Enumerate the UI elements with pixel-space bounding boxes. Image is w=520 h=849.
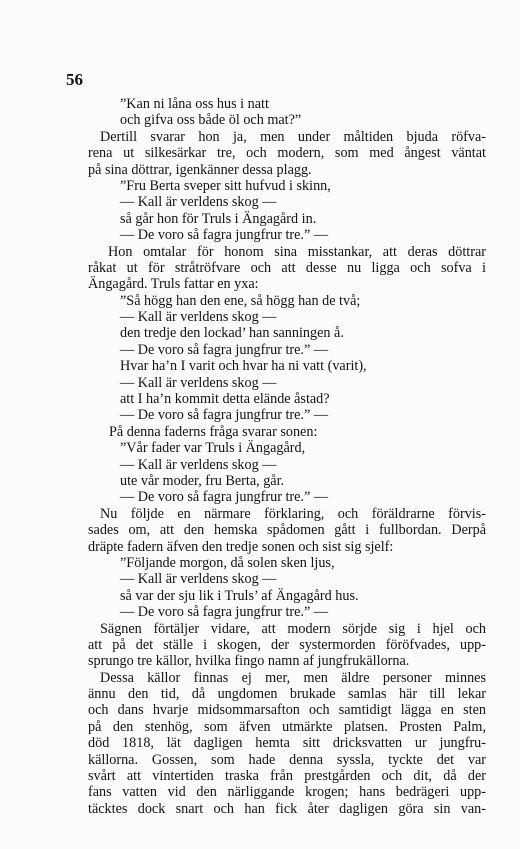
verse-line: ”Fru Berta sveper sitt hufvud i skinn, bbox=[120, 177, 331, 194]
refrain-line: — De voro så fagra jungfrur tre.” — bbox=[120, 604, 329, 621]
prose-line: Dertill svarar hon ja, men under måltiden bjuda röfva- bbox=[100, 128, 486, 145]
prose-line: svårt att vintertiden traska från prestgården och dit, då der bbox=[88, 768, 486, 785]
prose-line: råkat ut för stråtröfvare och att desse nu ligga och sofva i bbox=[88, 259, 486, 276]
prose-line: rena ut silkesärkar tre, och modern, som med ångest väntat bbox=[88, 145, 486, 162]
prose-line: täcktes dock snart och han fick åter dagligen göra sin van- bbox=[88, 800, 486, 817]
verse-line: ute vår moder, fru Berta, går. bbox=[120, 472, 285, 489]
prose-line: död 1818, lät dagligen hemta sitt dricksvatten ur jungfru- bbox=[88, 735, 486, 752]
refrain-line: — De voro så fagra jungfrur tre.” — bbox=[120, 489, 329, 506]
prose-line: På denna faderns fråga svarar sonen: bbox=[109, 423, 318, 440]
verse-line: så var der sju lik i Truls’ af Ängagård hus. bbox=[120, 587, 359, 604]
refrain-line: — Kall är verldens skog — bbox=[120, 194, 277, 211]
body-text bbox=[88, 96, 486, 817]
refrain-line: — De voro så fagra jungfrur tre.” — bbox=[120, 407, 329, 424]
verse-line: och gifva oss både öl och mat?” bbox=[120, 112, 302, 129]
refrain-line: — Kall är verldens skog — bbox=[120, 456, 277, 473]
refrain-line: — Kall är verldens skog — bbox=[120, 374, 277, 391]
prose-line: dräpte fadern äfven den tredje sonen och sist sig sjelf: bbox=[88, 538, 394, 555]
verse-line: den tredje den lockad’ han sanningen å. bbox=[120, 325, 344, 342]
prose-line: ännu den tid, då ungdomen brukade samlas här till lekar bbox=[88, 686, 486, 703]
prose-line: på sina döttrar, igenkänner dessa plagg. bbox=[88, 161, 312, 178]
verse-line: ”Kan ni låna oss hus i natt bbox=[120, 96, 269, 112]
refrain-line: — De voro så fagra jungfrur tre.” — bbox=[120, 227, 329, 244]
refrain-line: — Kall är verldens skog — bbox=[120, 309, 277, 326]
prose-line: Hon omtalar för honom sina misstankar, att deras döttrar bbox=[108, 243, 486, 260]
refrain-line: — De voro så fagra jungfrur tre.” — bbox=[120, 341, 329, 358]
refrain-line: — Kall är verldens skog — bbox=[120, 571, 277, 588]
prose-line: Dessa källor finnas ej mer, men äldre personer minnes bbox=[100, 669, 486, 686]
verse-line: Hvar ha’n I varit och hvar ha ni vatt (varit), bbox=[120, 358, 367, 375]
verse-line: ”Vår fader var Truls i Ängagård, bbox=[120, 440, 306, 457]
prose-line: och dans hvarje midsommarsafton och samtidigt lägga en sten bbox=[88, 702, 486, 719]
prose-line: källorna. Gossen, som hade denna syssla, tyckte det var bbox=[88, 751, 486, 768]
prose-line: sades om, att den hemska spådomen gått i fullbordan. Derpå bbox=[88, 522, 486, 539]
verse-line: så går hon för Truls i Ängagård in. bbox=[120, 210, 317, 227]
prose-line: Nu följde en närmare förklaring, och föräldrarne förvis- bbox=[100, 505, 486, 522]
prose-line: på den stenhög, som äfven utmärkte platsen. Prosten Palm, bbox=[88, 718, 486, 735]
prose-line: Ängagård. Truls fattar en yxa: bbox=[88, 276, 259, 293]
verse-line: att I ha’n kommit detta elände åstad? bbox=[120, 391, 330, 408]
page-number: 56 bbox=[66, 70, 83, 89]
verse-line: ”Så högg han den ene, så högg han de två; bbox=[120, 292, 361, 309]
verse-line: ”Följande morgon, då solen sken ljus, bbox=[120, 554, 335, 571]
prose-line: Sägnen förtäljer vidare, att modern sörjde sig i hjel och bbox=[100, 620, 486, 637]
prose-line: att på det ställe i skogen, der systermorden föröfvades, upp- bbox=[88, 636, 486, 653]
prose-line: fans vatten vid den närliggande krogen; hans bedrägeri upp- bbox=[88, 784, 486, 801]
prose-line: sprungo tre källor, hvilka fingo namn af jungfrukällorna. bbox=[88, 653, 410, 670]
